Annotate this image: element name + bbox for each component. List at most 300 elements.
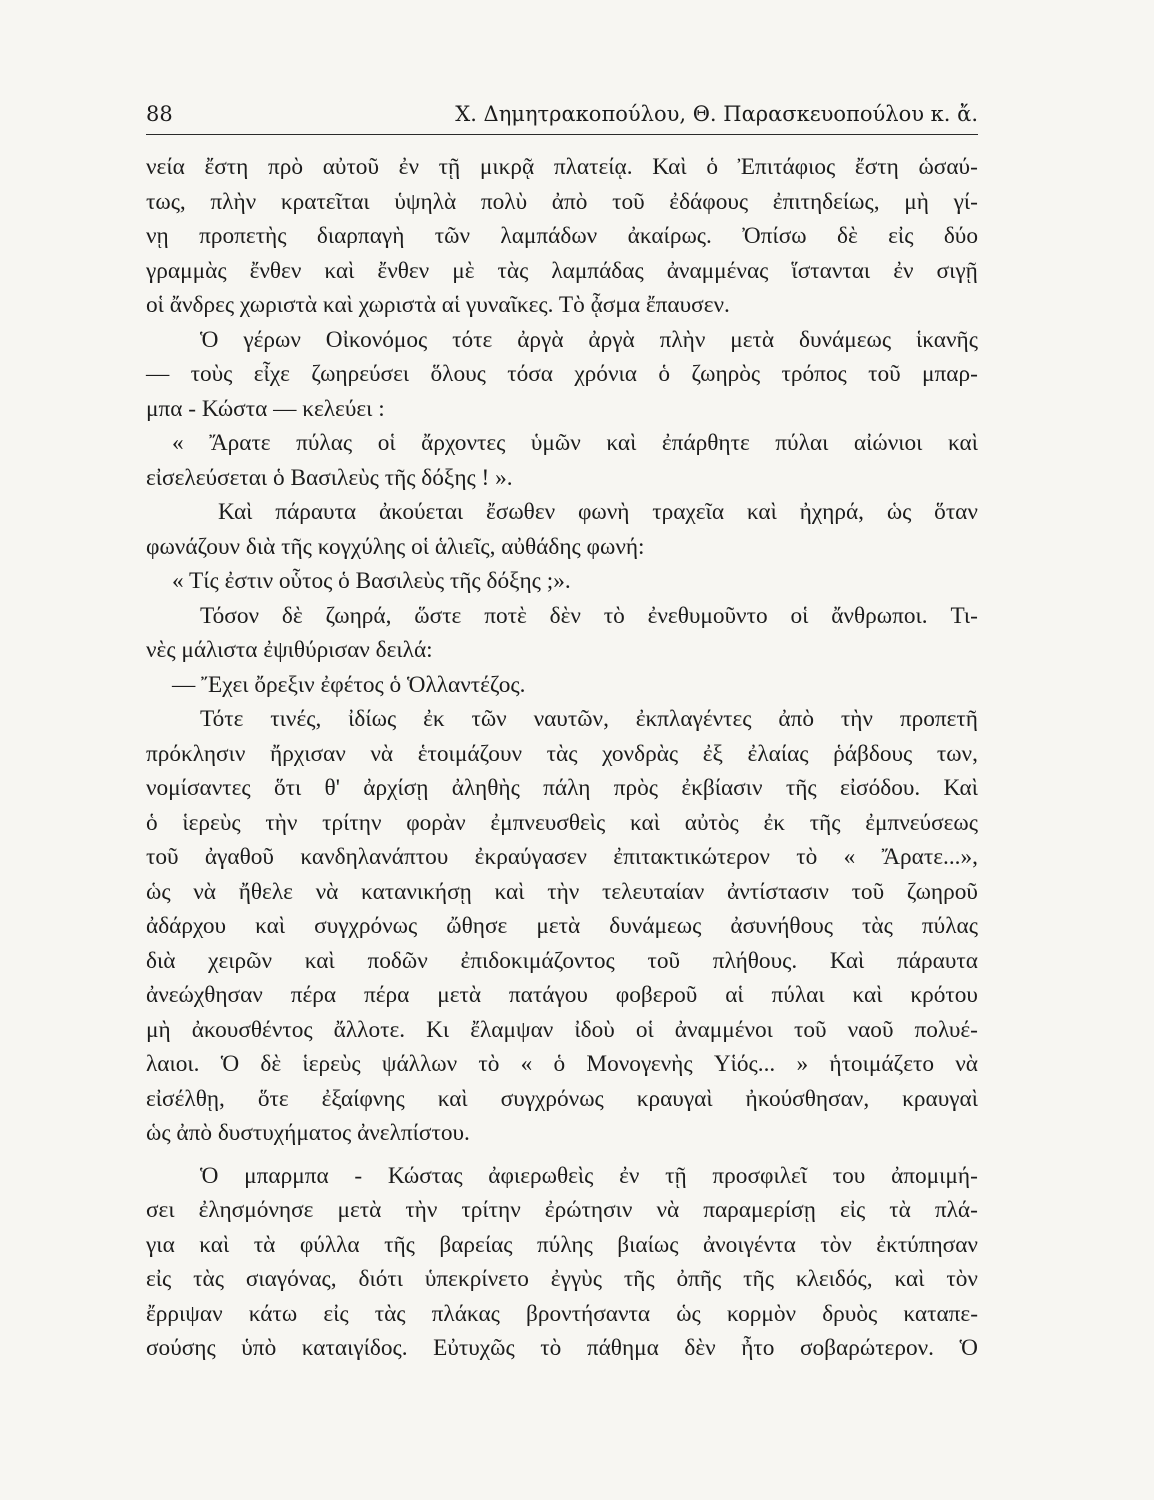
- word: ἀγαθοῦ: [204, 844, 274, 870]
- word: ἐρώτησιν: [544, 1197, 633, 1223]
- word: ἐδάφους: [669, 188, 749, 215]
- word: αἰώνιοι: [853, 430, 923, 456]
- text-line: [146, 944, 978, 979]
- word: μὴ: [904, 188, 929, 215]
- word: ὁ: [146, 809, 158, 836]
- word: Ὁ: [959, 1335, 978, 1361]
- word: ἠκούσθησαν,: [745, 1085, 870, 1112]
- word: ἀκούεται: [378, 499, 464, 525]
- word: φορὰν: [406, 809, 466, 836]
- text-line: νὲς μάλιστα ἐψιθύρισαν δειλά:: [146, 637, 433, 663]
- page-number: 88: [146, 102, 173, 126]
- word: Κώστας: [387, 1162, 463, 1189]
- word: Εὐτυχῶς: [433, 1335, 515, 1361]
- word: ἦτο: [741, 1335, 775, 1361]
- word: μικρᾷ: [479, 154, 535, 180]
- word: τὸ: [603, 602, 625, 629]
- word: κρατεῖται: [280, 188, 370, 215]
- word: ἐκπλαγέντες: [635, 706, 752, 732]
- word: τοῦ: [612, 188, 645, 215]
- word: ἐμπνεύσεως: [865, 809, 978, 836]
- word: λαμπάδας: [551, 257, 644, 284]
- word: ἔστη: [204, 154, 249, 180]
- word: καὶ: [494, 878, 525, 905]
- text-line: [146, 1159, 978, 1194]
- word: βαρείας: [439, 1231, 513, 1258]
- word: ἱερεὺς: [302, 1051, 361, 1077]
- text-line: [146, 1082, 978, 1117]
- text-line: ὡς ἀπὸ δυστυχήματος ἀνελπίστου.: [146, 1120, 470, 1146]
- word: «: [520, 1051, 533, 1077]
- word: κάτω: [248, 1300, 298, 1327]
- word: ἐν: [619, 1162, 640, 1189]
- text-line: [146, 978, 978, 1013]
- word: ἐν: [398, 154, 419, 180]
- word: ὀπῆς: [676, 1266, 722, 1292]
- word: ναοῦ: [847, 1016, 894, 1043]
- word: τοῦ: [146, 844, 179, 870]
- word: τοῦ: [793, 1016, 827, 1043]
- word: λαμπάδων: [500, 223, 598, 249]
- word: μετὰ: [337, 1197, 382, 1223]
- word: ἀσυνήθους: [730, 913, 833, 939]
- word: προσφιλεῖ: [712, 1162, 808, 1189]
- word: Τότε: [200, 706, 244, 732]
- word: ἐκραύγασεν: [474, 844, 587, 870]
- word: νομίσαντες: [146, 775, 251, 801]
- word: ὁ: [658, 361, 670, 387]
- word: ἑτοιμάζουν: [417, 740, 523, 767]
- word: ἐνεθυμοῦντο: [647, 602, 768, 629]
- word: κλειδός,: [795, 1266, 873, 1292]
- word: νὰ: [315, 878, 339, 905]
- word: πάραυτα: [897, 947, 978, 974]
- word: πολυέ-: [914, 1016, 978, 1043]
- text-line: φωνάζουν διὰ τῆς κογχύλης οἱ ἁλιεῖς, αὐθάδης φωνή:: [146, 533, 645, 560]
- word: ὑπεκρίνετο: [424, 1266, 529, 1292]
- word: πολὺ: [480, 188, 528, 215]
- word: εἰς: [323, 1300, 349, 1327]
- word: τὰς: [862, 913, 893, 939]
- word: θ': [324, 775, 340, 801]
- word: ἀπὸ: [551, 188, 588, 215]
- word: τρίτην: [461, 1197, 521, 1223]
- word: νὰ: [193, 878, 216, 905]
- word: ἀναμμένας: [666, 257, 769, 284]
- word: διότι: [358, 1266, 403, 1292]
- word: σιγῇ: [936, 257, 978, 284]
- word: ὡς: [676, 1300, 701, 1327]
- word: παραμερίσῃ: [703, 1197, 816, 1223]
- word: εἰσέλθῃ,: [146, 1085, 225, 1112]
- word: πέρα: [290, 982, 337, 1008]
- word: τὸ: [478, 1051, 500, 1077]
- word: κατανικήσῃ: [361, 878, 472, 905]
- word: Καὶ: [829, 947, 865, 974]
- word: πύλαι: [771, 982, 825, 1008]
- word: σιαγόνας,: [245, 1266, 337, 1292]
- word: πλὴν: [210, 188, 257, 215]
- word: ἐκ: [763, 809, 785, 836]
- word: «: [843, 844, 856, 870]
- word: καὶ: [852, 982, 883, 1008]
- text-line: [146, 737, 978, 772]
- word: ὑμῶν: [530, 430, 581, 456]
- word: καὶ: [324, 257, 355, 284]
- word: δυνάμεως: [799, 326, 892, 353]
- word: τὰ: [889, 1197, 911, 1223]
- word: τοὺς: [190, 361, 233, 387]
- word: ἱκανῆς: [915, 326, 978, 353]
- word: ἠχηρά,: [799, 499, 865, 525]
- word: των,: [936, 740, 978, 767]
- word: Τόσον: [200, 602, 260, 629]
- word: ποτὲ: [484, 602, 527, 629]
- paragraph-gap: [146, 1151, 978, 1159]
- word: τὰ: [253, 1231, 276, 1258]
- word: μπαρμπα: [244, 1162, 329, 1189]
- word: ἀναμμένοι: [674, 1016, 773, 1043]
- word: κραυγαὶ: [636, 1085, 713, 1112]
- word: πύλας: [296, 430, 353, 456]
- word: γέρων: [243, 326, 301, 353]
- word: εἶχε: [253, 361, 290, 387]
- word: διὰ: [146, 947, 176, 974]
- word: ἱερεὺς: [182, 809, 241, 836]
- text-line: [146, 806, 978, 841]
- word: ἄλλοτε.: [333, 1016, 406, 1043]
- word: τὸ: [540, 1335, 562, 1361]
- word: πλήθους.: [712, 947, 798, 974]
- word: ἐλαίας: [747, 740, 809, 767]
- word: εἰς: [839, 1197, 866, 1223]
- word: ἀφιερωθεὶς: [488, 1162, 594, 1189]
- text-line: « Τίς ἐστιν οὗτος ὁ Βασιλεὺς τῆς δόξης ;».: [172, 568, 571, 594]
- word: προπετὴς: [199, 223, 287, 249]
- word: τὰς: [374, 1300, 406, 1327]
- word: δὲ: [281, 602, 303, 629]
- word: οἱ: [377, 430, 396, 456]
- word: τὸν: [820, 1231, 852, 1258]
- word: τὴν: [405, 1197, 438, 1223]
- word: φύλλα: [299, 1231, 360, 1258]
- text-line: [146, 254, 978, 289]
- word: τῶν: [471, 706, 507, 732]
- word: τρίτην: [322, 809, 382, 836]
- word: ζωηρεύσει: [311, 361, 410, 387]
- word: τελευταίαν: [601, 878, 705, 905]
- word: ἔνθεν: [249, 257, 302, 284]
- word: τῇ: [665, 1162, 687, 1189]
- text-line: — Ἔχει ὄρεξιν ἐφέτος ὁ Ὁλλαντέζος.: [172, 671, 526, 698]
- word: τρόπος: [781, 361, 847, 387]
- word: ἐγγὺς: [550, 1266, 602, 1292]
- word: ὅταν: [934, 499, 978, 525]
- word: ῥάβδους: [833, 740, 913, 767]
- word: -: [354, 1162, 363, 1189]
- word: τόσα: [507, 361, 553, 387]
- word: ἄρχοντες: [421, 430, 506, 456]
- word: φοβεροῦ: [615, 982, 698, 1008]
- word: πλά-: [934, 1197, 978, 1223]
- word: Μονογενὴς: [586, 1051, 693, 1077]
- text-line: [146, 185, 978, 220]
- word: ἐν: [893, 257, 914, 284]
- word: γί-: [953, 188, 978, 215]
- word: νεία: [146, 154, 185, 180]
- word: δὲ: [260, 1051, 282, 1077]
- word: πλὴν: [659, 326, 706, 353]
- word: μπαρ-: [922, 361, 978, 387]
- word: καὶ: [894, 1266, 925, 1292]
- word: ἔνθεν: [377, 257, 430, 284]
- word: καὶ: [947, 430, 978, 456]
- word: Ἐπιτάφιος: [737, 154, 836, 180]
- word: ποδῶν: [367, 947, 428, 974]
- word: ἐκτύπησαν: [876, 1231, 978, 1258]
- word: ὡς: [886, 499, 912, 525]
- word: φωνὴ: [577, 499, 630, 525]
- word: καὶ: [304, 947, 335, 974]
- word: καὶ: [199, 1231, 230, 1258]
- word: νῃ: [146, 223, 169, 249]
- word: χρόνια: [574, 361, 637, 387]
- word: ἀκουσθέντος: [191, 1016, 313, 1043]
- word: πέρα: [363, 982, 410, 1008]
- word: τῇ: [438, 154, 461, 180]
- word: ζωηρά,: [325, 602, 392, 629]
- word: τότε: [452, 326, 493, 353]
- text-line: [146, 1193, 978, 1228]
- word: ἔστη: [854, 154, 899, 180]
- word: ἀρχίσῃ: [363, 775, 429, 801]
- word: πάθημα: [586, 1335, 659, 1361]
- word: ἀδάρχου: [146, 913, 227, 939]
- text-line: οἱ ἄνδρες χωριστὰ καὶ χωριστὰ αἱ γυναῖκες. Τὸ ᾆσμα ἔπαυσεν.: [146, 292, 730, 318]
- word: ναυτῶν,: [533, 706, 609, 732]
- text-line: μπα - Κώστα — κελεύει :: [146, 395, 385, 422]
- word: τῆς: [785, 775, 817, 801]
- word: πρόκλησιν: [146, 740, 246, 767]
- word: κραυγαὶ: [902, 1085, 978, 1112]
- word: καὶ: [606, 430, 637, 456]
- word: τὰς: [193, 1266, 224, 1292]
- word: σούσης: [146, 1335, 216, 1361]
- word: «: [172, 430, 184, 456]
- word: δὲν: [549, 602, 581, 629]
- word: μετὰ: [437, 982, 482, 1008]
- text-line: [146, 1262, 978, 1297]
- word: πρὸ: [268, 154, 304, 180]
- word: νὰ: [370, 740, 394, 767]
- word: ἀκαίρως.: [627, 223, 712, 249]
- word: ζωηροῦ: [906, 878, 978, 905]
- word: ἀπομιμή-: [891, 1162, 978, 1189]
- word: ἔρριψαν: [146, 1300, 223, 1327]
- word: δὲν: [684, 1335, 716, 1361]
- word: καταιγίδος.: [301, 1335, 408, 1361]
- word: ὑψηλὰ: [394, 188, 457, 215]
- running-head: Χ. Δημητρακοπούλου, Θ. Παρασκευοπούλου κ. ἄ.: [455, 102, 978, 126]
- word: τῆς: [384, 1231, 415, 1258]
- word: κρότου: [910, 982, 978, 1008]
- word: ὤθησε: [446, 913, 508, 939]
- word: ἐμπνευσθεὶς: [490, 809, 606, 836]
- word: τραχεῖα: [652, 499, 725, 525]
- word: τὴν: [840, 706, 873, 732]
- word: Ὁ: [200, 1162, 219, 1189]
- word: ἤθελε: [238, 878, 293, 905]
- word: τῆς: [809, 809, 841, 836]
- word: δρυὸς: [822, 1300, 878, 1327]
- text-line: [146, 840, 978, 875]
- word: του: [832, 1162, 866, 1189]
- word: τὸν: [946, 1266, 978, 1292]
- text-line: [146, 1013, 978, 1048]
- word: οἱ: [635, 1016, 654, 1043]
- word: διαρπαγὴ: [316, 223, 405, 249]
- word: πύλαι: [775, 430, 829, 456]
- text-line: [146, 875, 978, 910]
- word: πάλη: [543, 775, 591, 801]
- text-line: εἰσελεύσεται ὁ Βασιλεὺς τῆς δόξης ! ».: [146, 464, 513, 491]
- word: καὶ: [437, 1085, 468, 1112]
- text-line: [146, 150, 978, 185]
- word: γραμμὰς: [146, 257, 227, 284]
- word: βιαίως: [617, 1231, 679, 1258]
- word: ἔλαμψαν: [470, 1016, 554, 1043]
- word: ἀνοιγέντα: [702, 1231, 796, 1258]
- word: τὰς: [546, 740, 578, 767]
- word: ἄνθρωποι.: [831, 602, 928, 629]
- text-line: [146, 1297, 978, 1332]
- word: Ὀπίσω: [742, 223, 807, 249]
- word: Οἰκονόμος: [325, 326, 428, 353]
- word: ἐπάρθητε: [661, 430, 750, 456]
- body-text: [146, 150, 978, 1366]
- word: πύλας: [921, 913, 978, 939]
- word: Ὁ: [200, 326, 219, 353]
- word: ἐκ: [423, 706, 445, 732]
- word: οἱ: [790, 602, 809, 629]
- word: νὰ: [955, 1051, 978, 1077]
- word: δὲ: [836, 223, 858, 249]
- text-line: [146, 909, 978, 944]
- text-line: [146, 1047, 978, 1082]
- word: ἡτοιμάζετο: [829, 1051, 934, 1077]
- word: συγχρόνως: [314, 913, 418, 939]
- word: τὰς: [497, 257, 529, 284]
- word: ὅλους: [430, 361, 486, 387]
- word: —: [146, 361, 170, 387]
- text-line: [146, 1331, 978, 1366]
- word: Καὶ: [652, 154, 687, 180]
- word: τῆς: [623, 1266, 655, 1292]
- word: ἐπιδοκιμάζοντος: [460, 947, 615, 974]
- word: βροντήσαντα: [526, 1300, 651, 1327]
- word: κορμὸν: [726, 1300, 797, 1327]
- word: ἀληθὴς: [451, 775, 520, 801]
- word: ὁ: [553, 1051, 566, 1077]
- text-line: [146, 219, 978, 254]
- word: ὡς: [146, 878, 171, 905]
- word: ἀργὰ: [517, 326, 564, 353]
- word: Ὁ: [220, 1051, 240, 1077]
- word: ζωηρὸς: [691, 361, 761, 387]
- word: Καὶ: [218, 499, 253, 525]
- page-header: [146, 100, 978, 135]
- word: εἰς: [888, 223, 914, 249]
- word: Ἄρατε: [209, 430, 271, 456]
- word: εἰς: [146, 1266, 172, 1292]
- word: τῆς: [743, 1266, 774, 1292]
- word: ἐπιτακτικώτερον: [613, 844, 770, 870]
- word: Υἱός...: [713, 1051, 776, 1077]
- word: αἱ: [725, 982, 744, 1008]
- word: ψάλλων: [381, 1051, 458, 1077]
- word: »: [796, 1051, 809, 1077]
- word: καὶ: [255, 913, 286, 939]
- word: αὐτοῦ: [322, 154, 379, 180]
- word: Κι: [426, 1016, 450, 1043]
- word: για: [146, 1231, 175, 1258]
- word: καὶ: [746, 499, 777, 525]
- word: κανδηλανάπτου: [300, 844, 449, 870]
- word: εἰσόδου.: [839, 775, 921, 801]
- word: ἀπὸ: [778, 706, 815, 732]
- word: καταπε-: [903, 1300, 978, 1327]
- text-line: [146, 771, 978, 806]
- word: ἐξ: [702, 740, 723, 767]
- text-line: [146, 702, 978, 737]
- word: ἐξαίφνης: [321, 1085, 405, 1112]
- word: πύλης: [537, 1231, 593, 1258]
- word: ἀντίστασιν: [727, 878, 829, 905]
- word: τὴν: [547, 878, 580, 905]
- word: ὅτε: [257, 1085, 289, 1112]
- word: Καὶ: [943, 775, 978, 801]
- word: λαιοι.: [146, 1051, 200, 1077]
- word: ἐκβίασιν: [681, 775, 763, 801]
- word: τὴν: [265, 809, 298, 836]
- word: ἀνεώχθησαν: [146, 982, 263, 1008]
- word: ἀργὰ: [588, 326, 635, 353]
- word: ἵστανται: [791, 257, 871, 284]
- word: πλατείᾳ.: [553, 154, 633, 180]
- text-line: [146, 426, 978, 461]
- word: πατάγου: [508, 982, 588, 1008]
- word: μὴ: [146, 1016, 171, 1043]
- word: τως,: [146, 188, 186, 215]
- word: μετὰ: [536, 913, 581, 939]
- word: νὰ: [656, 1197, 680, 1223]
- word: ὅτι: [273, 775, 302, 801]
- word: αὐτὸς: [684, 809, 739, 836]
- word: δυνάμεως: [609, 913, 702, 939]
- text-line: [146, 323, 978, 358]
- text-line: [146, 1228, 978, 1263]
- word: τοῦ: [647, 947, 681, 974]
- word: τῶν: [434, 223, 471, 249]
- word: ἰδίως: [348, 706, 397, 732]
- word: πάραυτα: [275, 499, 357, 525]
- word: μετὰ: [730, 326, 775, 353]
- word: σει: [146, 1197, 175, 1223]
- word: ἰδοὺ: [574, 1016, 615, 1043]
- word: ἐπιτηδείως,: [772, 188, 880, 215]
- word: συγχρόνως: [500, 1085, 604, 1112]
- text-line: [146, 495, 978, 530]
